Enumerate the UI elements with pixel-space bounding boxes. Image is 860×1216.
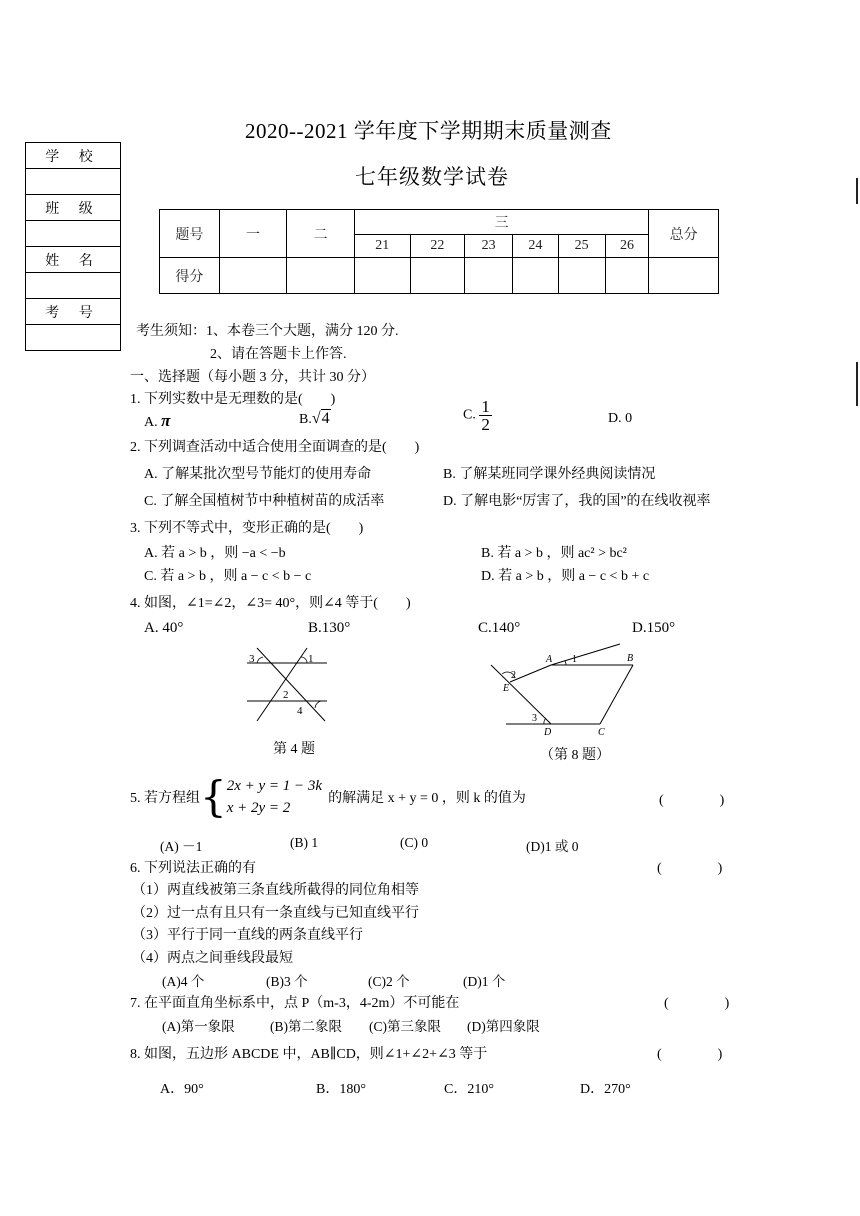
q4-option-c: C.140°	[478, 620, 521, 636]
q6-item-2: （2）过一点有且只有一条直线与已知直线平行	[132, 906, 419, 921]
q2-option-a: A. 了解某批次型号节能灯的使用寿命	[144, 467, 372, 482]
notice-line-2: 2、请在答题卡上作答.	[210, 347, 347, 362]
q6-option-a: (A)4 个	[162, 974, 205, 989]
fig8-label-2: 2	[511, 670, 516, 681]
fig8-angle-1-arc	[565, 661, 566, 665]
section-heading: 一、选择题（每小题 3 分，共计 30 分）	[130, 370, 375, 385]
score-cell[interactable]	[465, 258, 513, 294]
fig8-label-e: E	[503, 683, 510, 694]
fig8-line-ed	[491, 665, 551, 724]
fig4-label-2: 2	[283, 689, 289, 701]
q1-option-d: D. 0	[608, 411, 633, 426]
q7-option-d: (D)第四象限	[467, 1019, 540, 1034]
q1-option-a	[144, 411, 170, 431]
score-cell[interactable]	[287, 258, 355, 294]
fig4-angle-1-arc	[301, 657, 307, 663]
score-row-label: 得分	[160, 258, 220, 294]
q3-option-d: D. 若 a > b ，则 a − c < b + c	[481, 569, 650, 584]
q3-option-a: A. 若 a > b ，则 −a < −b	[144, 546, 286, 561]
q7-option-a: (A)第一象限	[162, 1019, 235, 1034]
info-class-field[interactable]	[26, 221, 121, 247]
q8-stem: 8. 如图，五边形 ABCDE 中，AB∥CD，则∠1+∠2+∠3 等于	[130, 1047, 488, 1062]
q2-option-b: B. 了解某班同学课外经典阅读情况	[443, 467, 656, 482]
q5-option-c: (C) 0	[400, 835, 429, 850]
fig8-segment-ea	[510, 665, 551, 682]
score-sub-26: 26	[605, 235, 649, 258]
fig8-angle-3-arc	[544, 718, 546, 724]
q5-option-d: (D)1 或 0	[526, 839, 579, 854]
q4-option-b: B.130°	[308, 620, 351, 636]
fig8-label-b: B	[627, 653, 634, 664]
q4-option-d: D.150°	[632, 620, 676, 636]
q7-option-c: (C)第三象限	[369, 1019, 441, 1034]
q8-option-b: B．180°	[316, 1082, 366, 1097]
q1-stem: 1. 下列实数中是无理数的是( )	[130, 392, 336, 407]
q2-option-d: D. 了解电影“厉害了，我的国”的在线收视率	[443, 494, 711, 509]
fig4-transversal-1	[257, 648, 325, 721]
q6-stem: 6. 下列说法正确的有	[130, 861, 256, 876]
score-table	[159, 209, 719, 294]
q7-answer-paren: ( )	[664, 996, 730, 1011]
fig4-label-4: 4	[297, 705, 303, 717]
score-cell[interactable]	[605, 258, 649, 294]
q6-option-c: (C)2 个	[368, 974, 410, 989]
q1-b-value: 4	[321, 410, 330, 427]
fig8-label-3: 3	[532, 713, 537, 724]
q5-suffix: 的解满足 x + y = 0 ，则 k 的值为	[328, 791, 526, 806]
q1-a-value: π	[161, 411, 171, 430]
q3-option-b: B. 若 a > b ，则 ac² > bc²	[481, 546, 627, 561]
q1-option-c	[463, 398, 492, 433]
q5-equation-1: 2x + y = 1 − 3k	[226, 778, 323, 794]
q8-option-d: D．270°	[580, 1082, 631, 1097]
score-sub-23: 23	[465, 235, 513, 258]
q3-stem: 3. 下列不等式中，变形正确的是( )	[130, 521, 364, 536]
q6-item-1: （1）两直线被第三条直线所截得的同位角相等	[132, 883, 419, 898]
brace-icon: {	[200, 772, 227, 821]
exam-title: 2020--2021 学年度下学期期末质量测查	[245, 119, 612, 143]
fig4-angle-4-arc	[315, 701, 321, 708]
q1-c-fraction	[479, 398, 492, 433]
score-sub-24: 24	[513, 235, 559, 258]
score-cell[interactable]	[410, 258, 465, 294]
q6-item-3: （3）平行于同一直线的两条直线平行	[132, 928, 363, 943]
fig8-line-ab-extended	[551, 644, 620, 665]
info-number-field[interactable]	[26, 325, 121, 351]
q8-figure	[488, 640, 648, 740]
fig8-label-c: C	[598, 727, 605, 738]
q6-option-b: (B)3 个	[266, 974, 308, 989]
q1-b-label: B.	[299, 412, 312, 427]
q5-stem	[130, 772, 526, 822]
q6-answer-paren: ( )	[657, 861, 723, 876]
q7-stem: 7. 在平面直角坐标系中，点 P（m-3，4-2m）不可能在	[130, 996, 460, 1011]
q8-option-a: A．90°	[160, 1082, 204, 1097]
fraction-numerator: 1	[481, 397, 490, 416]
q5-answer-paren: ( )	[659, 793, 725, 808]
score-cell[interactable]	[219, 258, 287, 294]
score-sub-21: 21	[354, 235, 410, 258]
q6-item-4: （4）两点之间垂线段最短	[132, 951, 293, 966]
score-header-tihao: 题号	[160, 210, 220, 258]
fraction-denominator: 2	[481, 415, 490, 434]
fig4-label-1: 1	[308, 653, 314, 665]
margin-mark	[856, 362, 858, 406]
info-class-label: 班 级	[26, 195, 121, 221]
info-name-label: 姓 名	[26, 247, 121, 273]
info-school-label: 学 校	[26, 143, 121, 169]
q5-prefix: 5. 若方程组	[130, 791, 200, 806]
fig8-segment-bc	[600, 665, 633, 724]
q2-stem: 2. 下列调查活动中适合使用全面调查的是( )	[130, 440, 420, 455]
q1-c-label: C.	[463, 407, 476, 423]
q4-figure	[235, 643, 335, 733]
fig4-label-3: 3	[249, 653, 255, 665]
score-header-part1: 一	[219, 210, 287, 258]
score-cell[interactable]	[354, 258, 410, 294]
q8-answer-paren: ( )	[657, 1047, 723, 1062]
score-sub-22: 22	[410, 235, 465, 258]
q7-option-b: (B)第二象限	[270, 1019, 342, 1034]
q1-a-label: A.	[144, 415, 158, 430]
score-header-total: 总分	[649, 210, 719, 258]
fig8-label-d: D	[544, 727, 552, 738]
q5-option-a: (A) －1	[160, 839, 203, 854]
q8-figure-caption: （第 8 题）	[540, 748, 610, 763]
info-school-field[interactable]	[26, 169, 121, 195]
score-cell[interactable]	[558, 258, 605, 294]
score-cell[interactable]	[513, 258, 559, 294]
fig8-label-1: 1	[572, 654, 577, 665]
margin-mark	[856, 178, 858, 204]
exam-subtitle: 七年级数学试卷	[355, 165, 509, 189]
q1-option-b	[299, 410, 331, 428]
q6-option-d: (D)1 个	[463, 974, 506, 989]
sqrt-icon: √	[311, 410, 321, 427]
notice-line-1: 考生须知：1、本卷三个大题，满分 120 分.	[136, 324, 399, 339]
q4-figure-caption: 第 4 题	[273, 742, 315, 757]
q5-equation-system	[227, 775, 322, 819]
student-info-box	[25, 142, 121, 351]
score-header-part3: 三	[354, 210, 648, 235]
fig4-angle-3-arc	[257, 657, 263, 663]
fig8-label-a: A	[546, 654, 553, 665]
q5-option-b: (B) 1	[290, 835, 319, 850]
q8-option-c: C．210°	[444, 1082, 494, 1097]
q4-option-a: A. 40°	[144, 620, 184, 636]
q2-option-c: C. 了解全国植树节中种植树苗的成活率	[144, 494, 385, 509]
q4-stem: 4. 如图，∠1=∠2，∠3= 40°，则∠4 等于( )	[130, 596, 411, 611]
score-header-part2: 二	[287, 210, 355, 258]
score-sub-25: 25	[558, 235, 605, 258]
score-cell[interactable]	[649, 258, 719, 294]
info-name-field[interactable]	[26, 273, 121, 299]
q5-equation-2: x + 2y = 2	[226, 800, 291, 816]
info-number-label: 考 号	[26, 299, 121, 325]
q3-option-c: C. 若 a > b ，则 a − c < b − c	[144, 569, 312, 584]
